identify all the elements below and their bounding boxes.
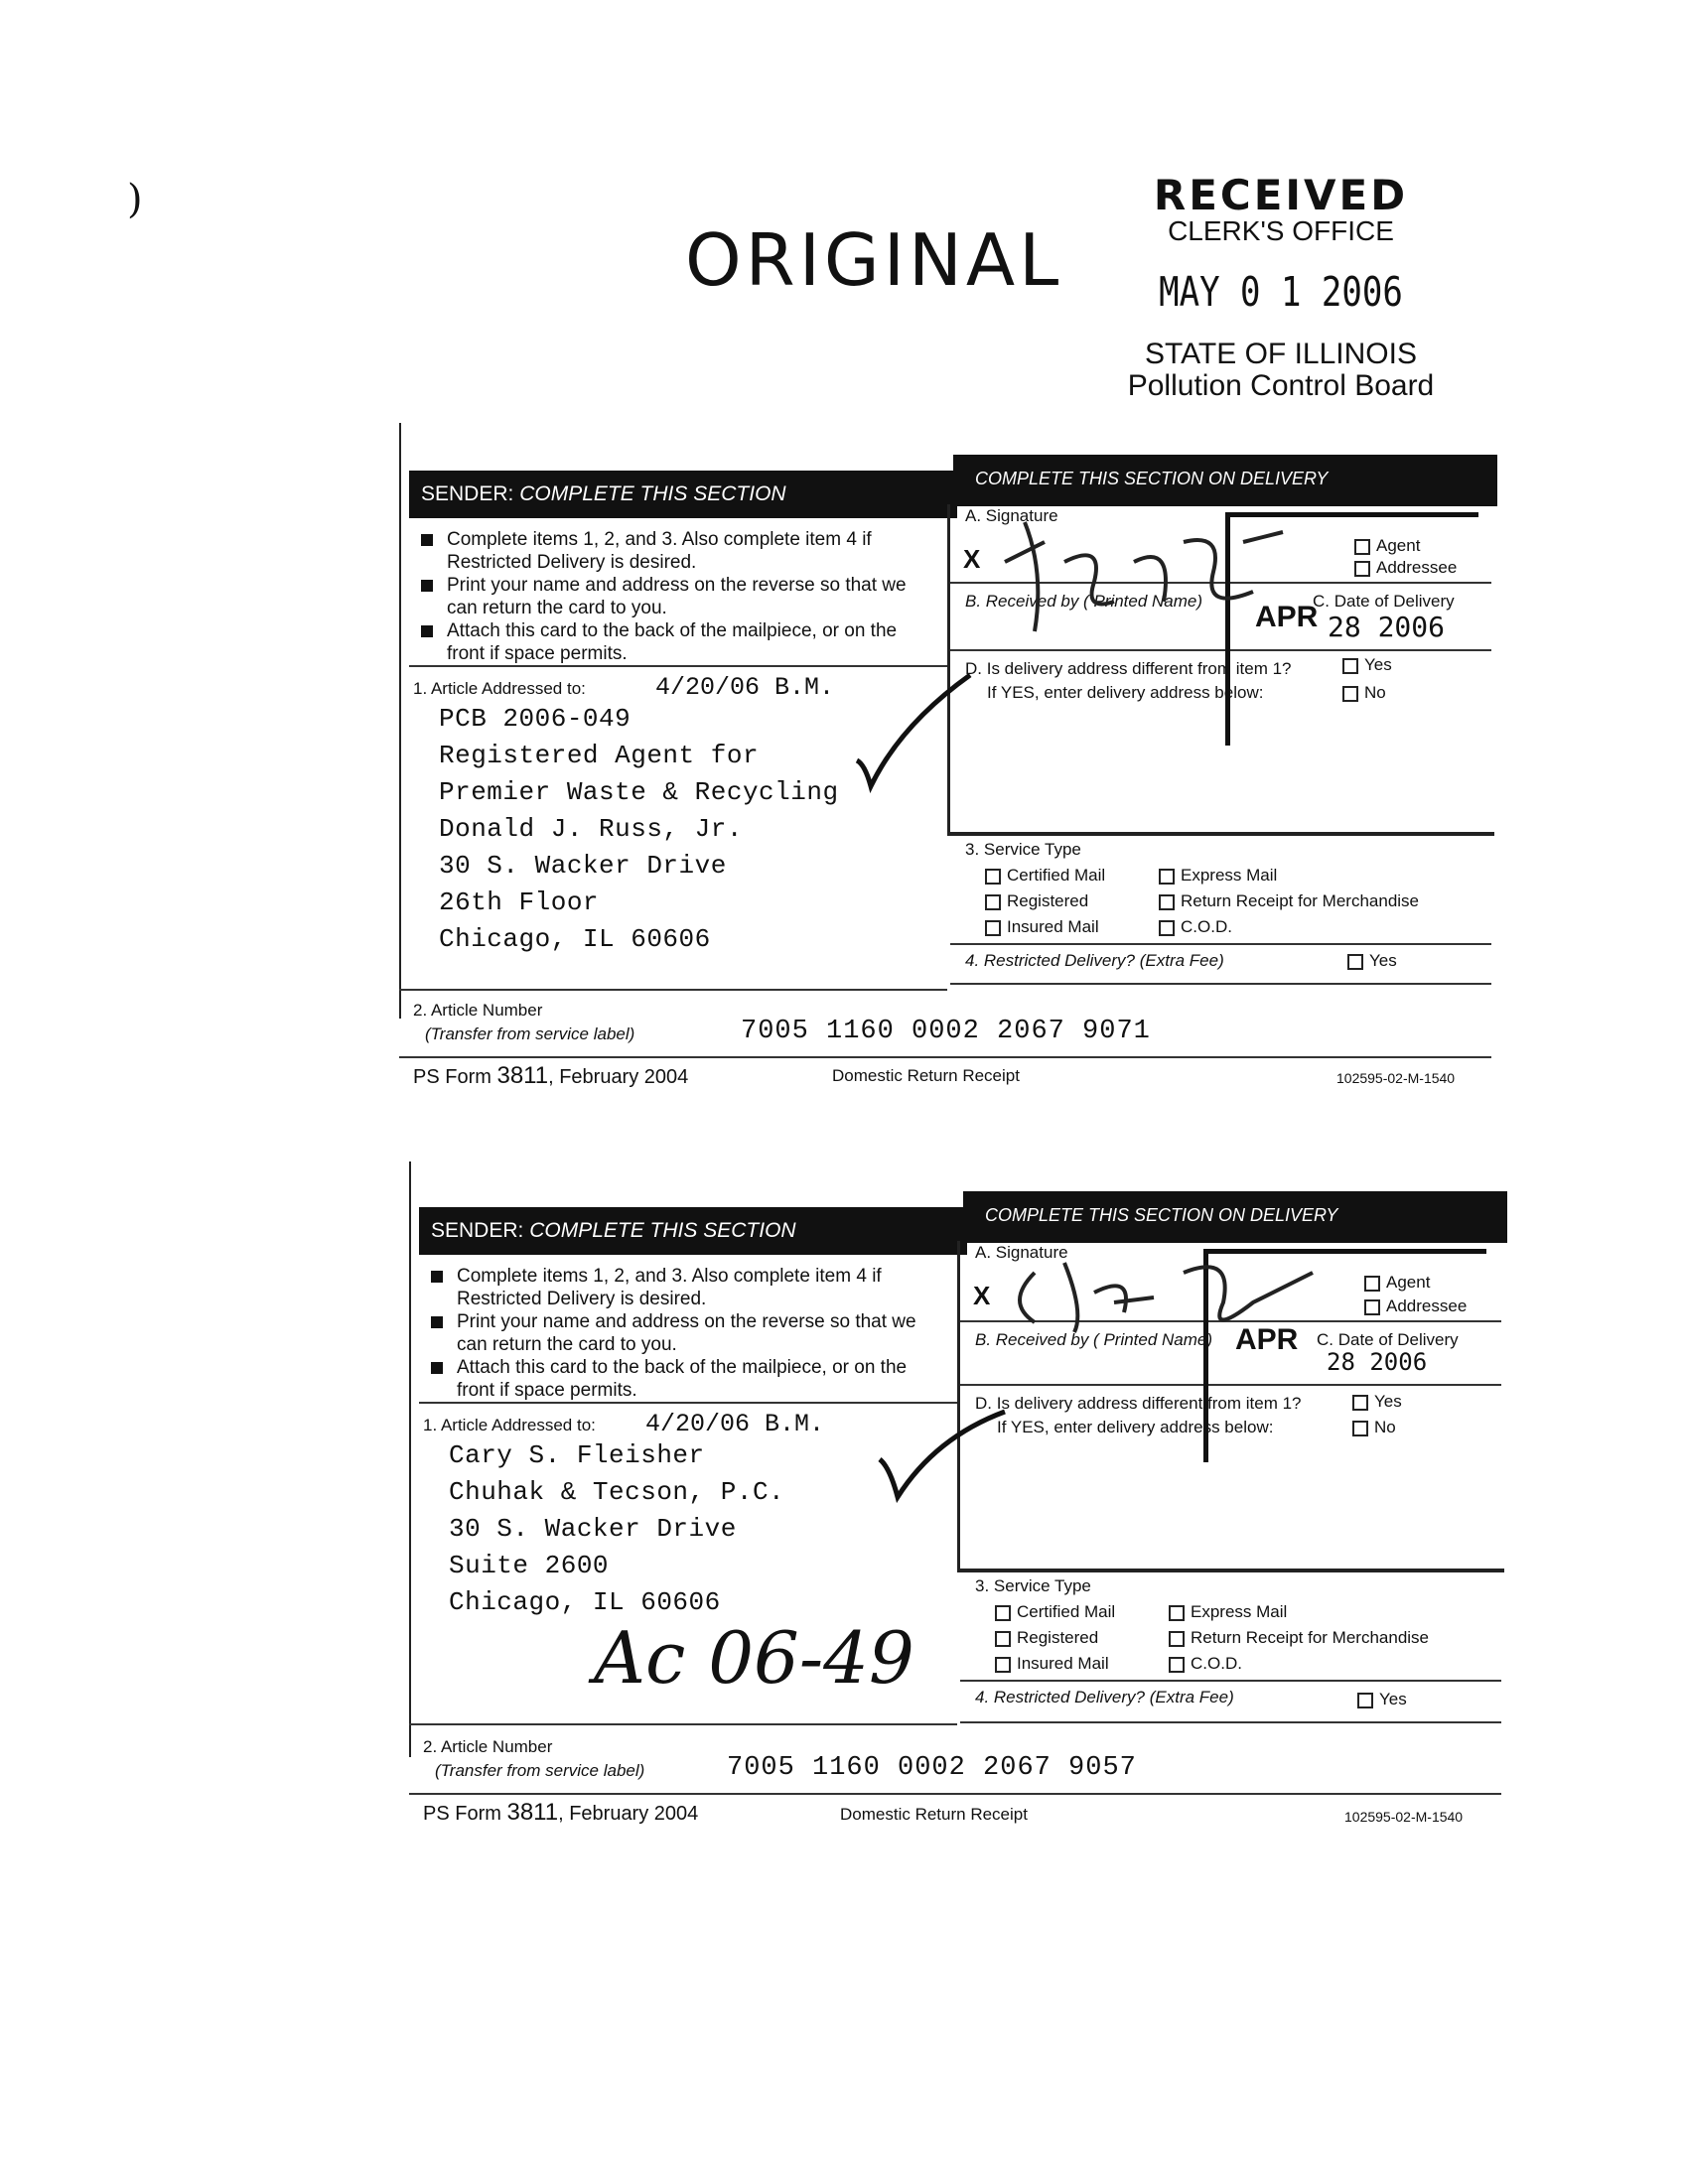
- received-by-label: B. Received by ( Printed Name): [975, 1330, 1213, 1349]
- date-of-delivery-label: C. Date of Delivery: [1317, 1330, 1459, 1349]
- signature-scribble: [985, 502, 1303, 651]
- express-mail-option[interactable]: Express Mail: [1169, 1602, 1287, 1622]
- stamp-day: 28 2006: [1328, 611, 1446, 643]
- checkbox-icon: [995, 1657, 1011, 1673]
- signature-label: A. Signature: [965, 506, 1058, 525]
- restricted-delivery-label: 4. Restricted Delivery? (Extra Fee): [965, 951, 1224, 970]
- address-date: 4/20/06 B.M.: [655, 673, 835, 702]
- address-block: PCB 2006-049 Registered Agent for Premier Waste & Recycling Donald J. Russ, Jr. 30 S. Wacker Drive 26th Floor Chicago, IL 60606: [439, 704, 839, 954]
- registered-option[interactable]: Registered: [985, 891, 1088, 911]
- handwritten-case-note: Ac 06-49: [594, 1616, 914, 1700]
- checkbox-icon: [985, 920, 1001, 936]
- agent-option[interactable]: Agent: [1364, 1273, 1430, 1293]
- received-date: MAY 0 1 2006: [1159, 269, 1403, 317]
- registered-option[interactable]: Registered: [995, 1628, 1098, 1648]
- bullet-icon: [421, 580, 433, 592]
- restricted-yes-option[interactable]: Yes: [1357, 1690, 1407, 1709]
- return-receipt-option[interactable]: Return Receipt for Merchandise: [1159, 891, 1419, 911]
- bullet-icon: [431, 1271, 443, 1283]
- signature-label: A. Signature: [975, 1243, 1068, 1262]
- checkbox-icon: [1169, 1657, 1185, 1673]
- return-receipt-card-1: [399, 395, 1491, 1089]
- date-of-delivery-label: C. Date of Delivery: [1313, 592, 1455, 611]
- stamp-day: 28 2006: [1327, 1348, 1428, 1376]
- delivery-no-option[interactable]: No: [1352, 1418, 1396, 1437]
- domestic-return-receipt: Domestic Return Receipt: [840, 1805, 1028, 1824]
- stamp-apr: APR: [1255, 601, 1319, 633]
- address-date: 4/20/06 B.M.: [645, 1410, 825, 1438]
- delivery-header: COMPLETE THIS SECTION ON DELIVERY: [963, 1191, 1507, 1243]
- express-mail-option[interactable]: Express Mail: [1159, 866, 1277, 886]
- original-label: ORIGINAL: [685, 218, 1063, 302]
- checkbox-icon: [1357, 1693, 1373, 1708]
- bullet-icon: [421, 625, 433, 637]
- bullet-icon: [431, 1316, 443, 1328]
- service-type-label: 3. Service Type: [975, 1576, 1091, 1595]
- article-number: 7005 1160 0002 2067 9071: [741, 1017, 1151, 1046]
- delivery-address-instruction: If YES, enter delivery address below:: [987, 683, 1264, 702]
- domestic-return-receipt: Domestic Return Receipt: [832, 1066, 1020, 1085]
- ps-form-label: PS Form 3811, February 2004: [423, 1799, 699, 1826]
- checkmark-icon: [876, 1408, 1015, 1517]
- bullet-icon: [431, 1362, 443, 1374]
- address-block: Cary S. Fleisher Chuhak & Tecson, P.C. 30 S. Wacker Drive Suite 2600 Chicago, IL 60606: [449, 1440, 785, 1617]
- return-receipt-card-2: [409, 1132, 1501, 1826]
- delivery-yes-option[interactable]: Yes: [1352, 1392, 1402, 1412]
- article-addressed-label: 1. Article Addressed to:: [423, 1416, 596, 1434]
- article-number-label: 2. Article Number: [423, 1737, 553, 1756]
- instructions: Complete items 1, 2, and 3. Also complete item 4 if Restricted Delivery is desired. Print your name and address on the reverse so that we can return the card to you. Attach this card to the back of the mailpiece, or on the front if space permits.: [421, 528, 937, 665]
- cod-option[interactable]: C.O.D.: [1159, 917, 1232, 937]
- clerks-office: CLERK'S OFFICE: [1168, 215, 1394, 246]
- signature-x: X: [963, 544, 981, 574]
- delivery-address-instruction: If YES, enter delivery address below:: [997, 1418, 1274, 1436]
- delivery-yes-option[interactable]: Yes: [1342, 655, 1392, 675]
- delivery-address-question: D. Is delivery address different from item 1?: [975, 1394, 1302, 1413]
- addressee-option[interactable]: Addressee: [1354, 558, 1457, 578]
- checkbox-icon: [985, 894, 1001, 910]
- delivery-header: COMPLETE THIS SECTION ON DELIVERY: [953, 455, 1497, 506]
- checkbox-icon: [1169, 1605, 1185, 1621]
- sender-header: SENDER: COMPLETE THIS SECTION: [419, 1207, 967, 1255]
- checkbox-icon: [1159, 894, 1175, 910]
- state-name: STATE OF ILLINOIS: [1145, 338, 1417, 370]
- certified-mail-option[interactable]: Certified Mail: [995, 1602, 1115, 1622]
- instructions: Complete items 1, 2, and 3. Also complete item 4 if Restricted Delivery is desired. Print your name and address on the reverse so that we can return the card to you. Attach this card to the back of the mailpiece, or on the front if space permits.: [431, 1265, 947, 1402]
- margin-mark: ): [127, 177, 143, 222]
- received-stamp: [1112, 171, 1450, 402]
- insured-mail-option[interactable]: Insured Mail: [995, 1654, 1109, 1674]
- sender-header: SENDER: COMPLETE THIS SECTION: [409, 471, 957, 518]
- delivery-address-question: D. Is delivery address different from item 1?: [965, 659, 1292, 678]
- checkbox-icon: [995, 1605, 1011, 1621]
- bullet-icon: [421, 534, 433, 546]
- board-name: Pollution Control Board: [1127, 369, 1435, 402]
- signature-scribble: [995, 1243, 1333, 1362]
- signature-x: X: [973, 1281, 991, 1310]
- delivery-no-option[interactable]: No: [1342, 683, 1386, 703]
- checkbox-icon: [1159, 920, 1175, 936]
- ps-form-label: PS Form 3811, February 2004: [413, 1062, 689, 1089]
- checkbox-icon: [1169, 1631, 1185, 1647]
- agent-option[interactable]: Agent: [1354, 536, 1420, 556]
- article-number: 7005 1160 0002 2067 9057: [727, 1753, 1137, 1783]
- form-code: 102595-02-M-1540: [1344, 1809, 1464, 1825]
- form-code: 102595-02-M-1540: [1336, 1070, 1456, 1086]
- checkbox-icon: [1347, 954, 1363, 970]
- article-addressed-label: 1. Article Addressed to:: [413, 679, 586, 698]
- received-by-label: B. Received by ( Printed Name): [965, 592, 1203, 611]
- restricted-yes-option[interactable]: Yes: [1347, 951, 1397, 971]
- transfer-label: (Transfer from service label): [435, 1761, 645, 1780]
- received-title: RECEIVED: [1153, 171, 1409, 219]
- stamp-apr: APR: [1235, 1323, 1299, 1356]
- checkmark-icon: [851, 665, 990, 794]
- checkbox-icon: [1159, 869, 1175, 885]
- transfer-label: (Transfer from service label): [425, 1024, 635, 1043]
- insured-mail-option[interactable]: Insured Mail: [985, 917, 1099, 937]
- checkbox-icon: [995, 1631, 1011, 1647]
- article-number-label: 2. Article Number: [413, 1001, 543, 1020]
- restricted-delivery-label: 4. Restricted Delivery? (Extra Fee): [975, 1688, 1234, 1706]
- certified-mail-option[interactable]: Certified Mail: [985, 866, 1105, 886]
- cod-option[interactable]: C.O.D.: [1169, 1654, 1242, 1674]
- service-type-label: 3. Service Type: [965, 840, 1081, 859]
- addressee-option[interactable]: Addressee: [1364, 1297, 1467, 1316]
- checkbox-icon: [985, 869, 1001, 885]
- return-receipt-option[interactable]: Return Receipt for Merchandise: [1169, 1628, 1429, 1648]
